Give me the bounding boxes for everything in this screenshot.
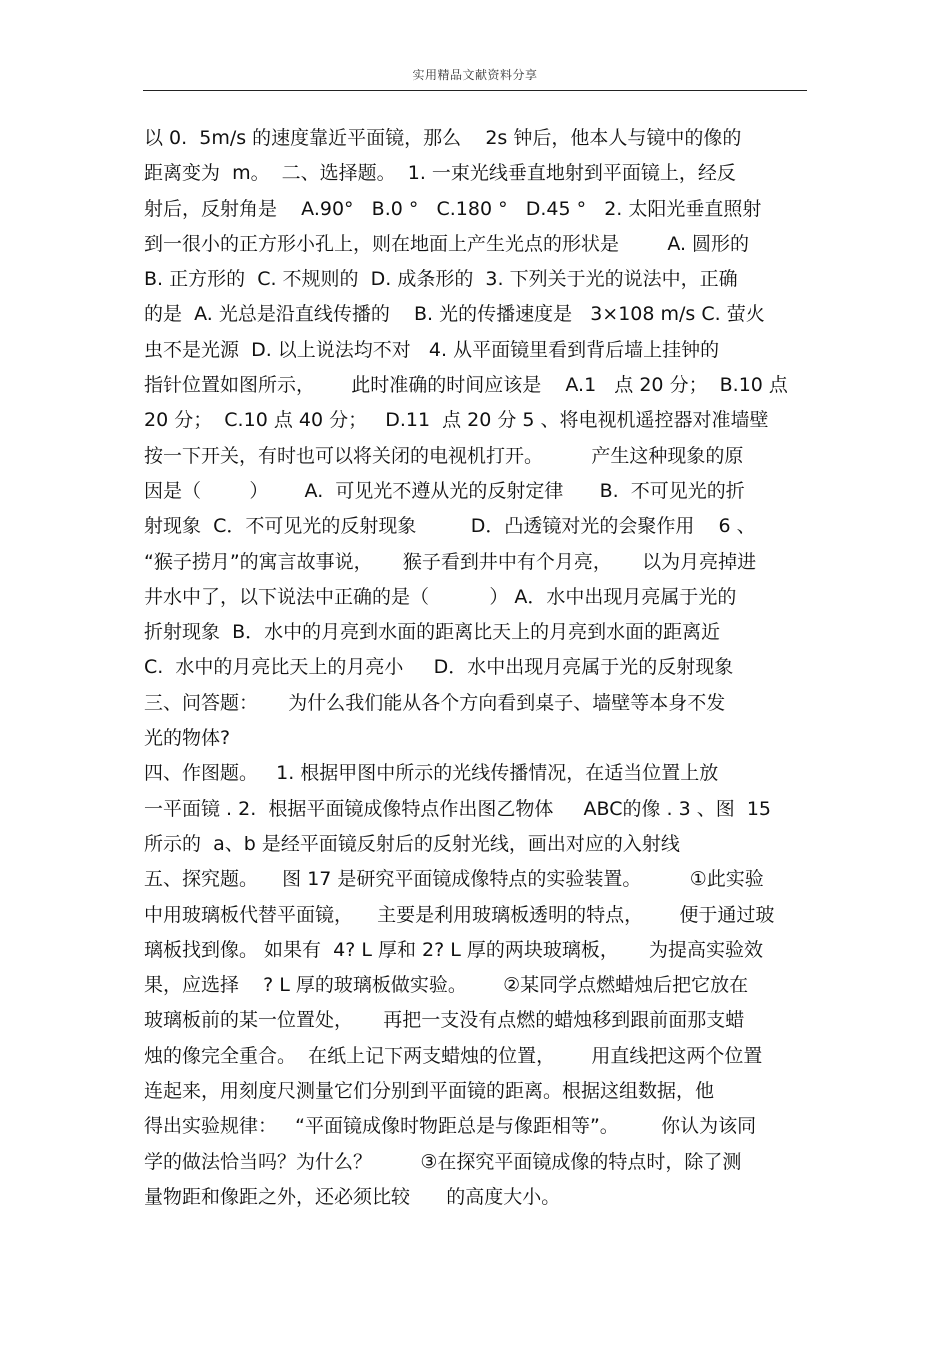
text-line: 光的物体?: [144, 727, 231, 750]
text-line: 连起来，用刻度尺测量它们分别到平面镜的距离。根据这组数据，他: [144, 1080, 715, 1103]
text-line: 五、探究题。 图 17 是研究平面镜成像特点的实验装置。 ①此实验: [144, 868, 764, 891]
text-line: 20 分； C.10 点 40 分； D.11 点 20 分 5 、将电视机遥控器对准墙壁: [144, 409, 769, 432]
text-line: 折射现象 B．水中的月亮到水面的距离比天上的月亮到水面的距离近: [144, 621, 721, 644]
text-line: 射现象 C．不可见光的反射现象 D．凸透镜对光的会聚作用 6 、: [144, 515, 756, 538]
text-line: 量物距和像距之外，还必须比较 的高度大小。: [144, 1185, 561, 1208]
header-divider: [143, 90, 807, 91]
text-line: 所示的 a、b 是经平面镜反射后的反射光线，画出对应的入射线: [144, 832, 680, 855]
text-line: 得出实验规律： “平面镜成像时物距总是与像距相等”。 你认为该同: [144, 1115, 757, 1138]
text-line: 按一下开关，有时也可以将关闭的电视机打开。 产生这种现象的原: [144, 444, 744, 467]
text-line: C. 水中的月亮比天上的月亮小 D．水中出现月亮属于光的反射现象: [144, 656, 734, 679]
text-line: 距离变为 m。 二、选择题。 1. 一束光线垂直地射到平面镜上，经反: [144, 162, 736, 185]
text-line: 指针位置如图所示， 此时准确的时间应该是 A.1 点 20 分； B.10 点: [144, 374, 788, 397]
text-line: 到一很小的正方形小孔上，则在地面上产生光点的形状是 A. 圆形的: [144, 232, 750, 255]
text-line: 果，应选择 ? L 厚的玻璃板做实验。 ②某同学点燃蜡烛后把它放在: [144, 974, 749, 997]
text-line: 因是（ ） A. 可见光不遵从光的反射定律 B. 不可见光的折: [144, 479, 745, 502]
text-line: 中用玻璃板代替平面镜， 主要是利用玻璃板透明的特点， 便于通过玻: [144, 903, 775, 926]
text-line: 玻璃板前的某一位置处， 再把一支没有点燃的蜡烛移到跟前面那支蜡: [144, 1009, 745, 1032]
page-header: 实用精品文献资料分享: [412, 68, 538, 82]
text-line: 虫不是光源 D. 以上说法均不对 4. 从平面镜里看到背后墙上挂钟的: [144, 338, 720, 361]
text-line: 璃板找到像。 如果有 4? L 厚和 2? L 厚的两块玻璃板， 为提高实验效: [144, 938, 764, 961]
text-line: 的是 A. 光总是沿直线传播的 B. 光的传播速度是 3×108 m/s C. 萤火: [144, 303, 765, 326]
text-line: “猴子捞月”的寓言故事说， 猴子看到井中有个月亮， 以为月亮掉进: [144, 550, 757, 573]
body-text: [144, 121, 824, 1215]
text-line: 学的做法恰当吗？为什么？ ③在探究平面镜成像的特点时，除了测: [144, 1150, 742, 1173]
text-line: 以 0. 5m/s 的速度靠近平面镜，那么 2s 钟后，他本人与镜中的像的: [144, 127, 742, 149]
text-line: 三、问答题： 为什么我们能从各个方向看到桌子、墙壁等本身不发: [144, 691, 726, 714]
text-line: 四、作图题。 1. 根据甲图中所示的光线传播情况，在适当位置上放: [144, 762, 719, 785]
text-line: 烛的像完全重合。 在纸上记下两支蜡烛的位置， 用直线把这两个位置: [144, 1044, 763, 1067]
text-line: 井水中了，以下说法中正确的是（ ） A．水中出现月亮属于光的: [144, 585, 737, 608]
text-line: 一平面镜 . 2. 根据平面镜成像特点作出图乙物体 ABC的像 . 3 、图 15: [144, 797, 771, 820]
text-line: 射后，反射角是 A.90° B.0 ° C.180 ° D.45 ° 2. 太阳光垂直照射: [144, 197, 762, 220]
text-line: B. 正方形的 C. 不规则的 D. 成条形的 3. 下列关于光的说法中，正确: [144, 268, 738, 291]
